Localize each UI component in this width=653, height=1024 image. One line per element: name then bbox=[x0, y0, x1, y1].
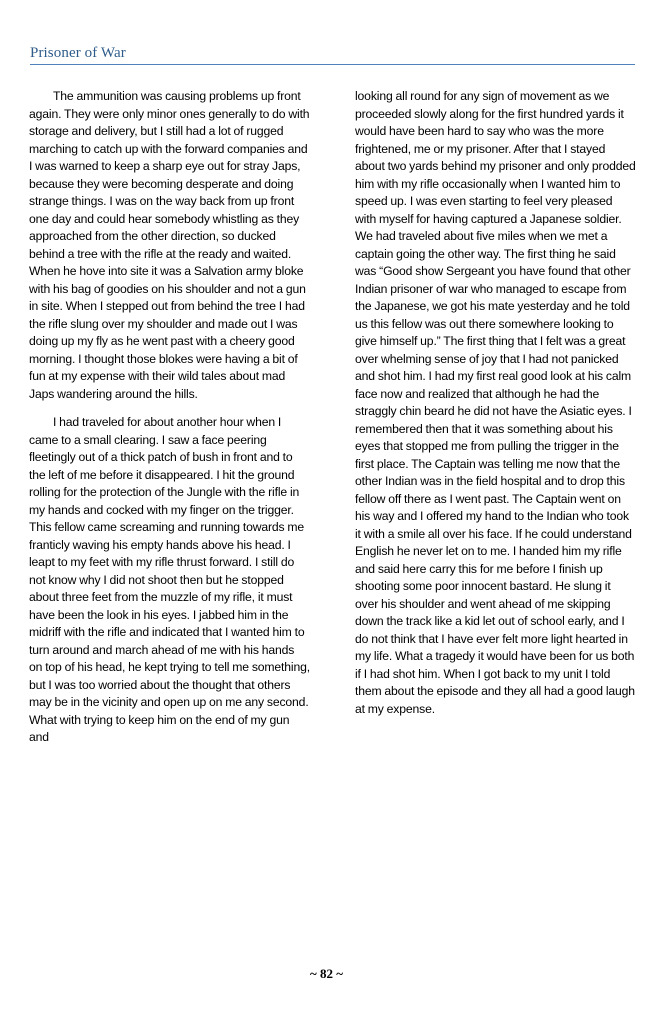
header-divider bbox=[30, 64, 635, 65]
paragraph: looking all round for any sign of movement as we proceeded slowly along for the first hundred yards it would have been hard to say who was the more frightened, me or my prisoner. After that I stayed about two yards behind my prisoner and only prodded him with my rifle occasionally when I wanted him to speed up. I was even starting to feel very pleased with myself for having captured a Japanese soldier. We had traveled about five miles when we met a captain going the other way. The first thing he said was “Good show Sergeant you have found that other Indian prisoner of war who managed to escape from the Japanese, we got his mate yesterday and he told us this fellow was out there somewhere looking to give himself up.” The first thing that I felt was a great over whelming sense of joy that I had not panicked and shot him. I had my first real good look at his calm face now and realized that although he had the straggly chin beard he did not have the Asiatic eyes. I remembered then that it was something about his eyes that stopped me from pulling the trigger in the first place. The Captain was telling me now that the other Indian was in the field hospital and to drop this fellow off there as I went past. The Captain went on his way and I offered my hand to the Indian who took it with a smile all over his face. If he could understand English he never let on to me. I handed him my rifle and said here carry this for me before I finish up shooting some poor innocent bastard. He slung it over his shoulder and went ahead of me skipping down the track like a kid let out of school early, and I do not think that I have ever felt more light hearted in my life. What a tragedy it would have been for us both if I had shot him. When I got back to my unit I told them about the episode and they all had a good laugh at my expense. bbox=[355, 89, 636, 716]
left-text-column bbox=[29, 88, 310, 758]
right-text-column bbox=[355, 88, 636, 729]
paragraph: I had traveled for about another hour when I came to a small clearing. I saw a face peering fleetingly out of a thick patch of bush in front and to the left of me before it disappeared. I hit the ground rolling for the protection of the Jungle with the rifle in my hands and cocked with my finger on the trigger. This fellow came screaming and running towards me franticly waving his empty hands above his head. I leapt to my feet with my rifle thrust forward. I still do not know why I did not shoot then but he stopped about three feet from the muzzle of my rifle, it must have been the look in his eyes. I jabbed him in the midriff with the rifle and indicated that I wanted him to turn around and march ahead of me with his hands on top of his head, he kept trying to tell me something, but I was too worried about the thought that others may be in the vicinity and open up on me any second. What with trying to keep him on the end of my gun and bbox=[29, 415, 310, 744]
running-header-title: Prisoner of War bbox=[30, 45, 126, 61]
paragraph: The ammunition was causing problems up front again. They were only minor ones generally to do with storage and delivery, but I still had a lot of rugged marching to catch up with the forward companies and I was warned to keep a sharp eye out for stray Japs, because they were becoming desperate and doing strange things. I was on the way back from up front one day and could hear somebody whistling as they approached from the other direction, so ducked behind a tree with the rifle at the ready and waited. When he hove into site it was a Salvation army bloke with his bag of goodies on his shoulder and not a gun in site. When I stepped out from behind the tree I had the rifle slung over my shoulder and made out I was doing up my fly as he went past with a cheery good morning. I thought those blokes were having a bit of fun at my expense with their wild tales about mad Japs wandering around the hills. bbox=[29, 89, 310, 401]
page-number: ~ 82 ~ bbox=[309, 966, 344, 981]
